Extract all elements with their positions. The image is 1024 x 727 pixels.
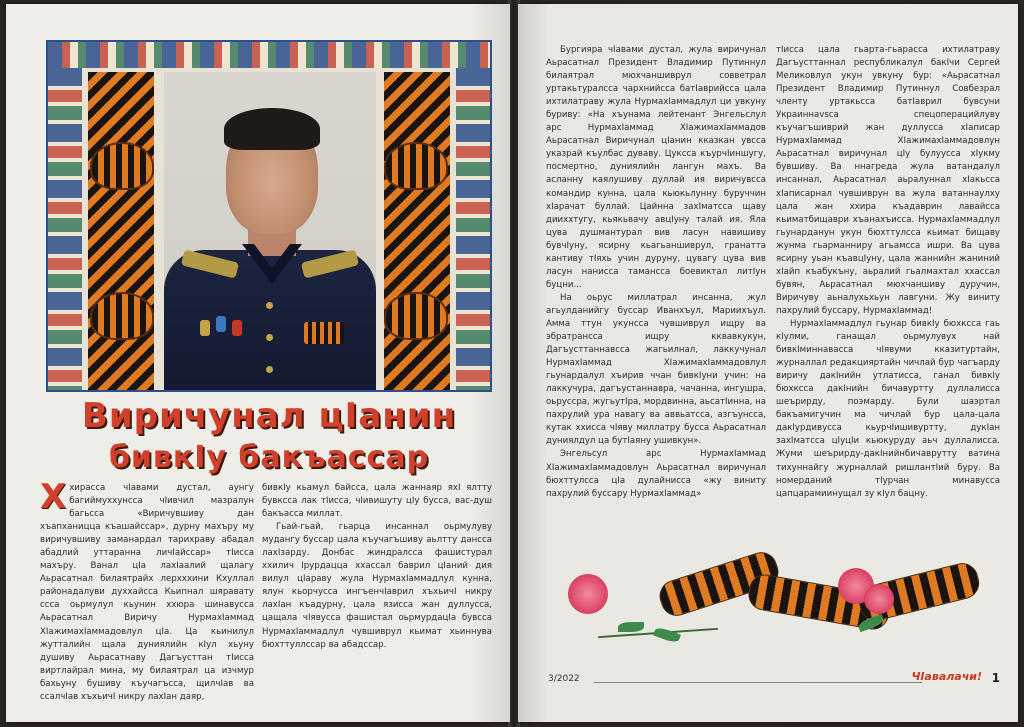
soldier-portrait-photo <box>164 72 376 390</box>
paragraph: НурмахIаммадлул гьунар бивкIу бюхксса гаь кIулми, ганащал оьрмулувух най бивкIминнавасса чIявуми кказитуртайн, журналлал редакцияртайн чичлай бур чагъарду виричу дакIнийн утлатисса, ганал бивкIу бюхксса дакIнийн бичавуртту дуллалисса шеърирду, поэмарду. Були шаэртал бакъамигучин ма чичлай бур цала-цала дакIурдивусса кьурчIишивуртту, дукIан захIматсса цIуцIи кьюкуруду аьч дуллалисса. Жуми шеърирду-дакIнийнбичаврутту ватина тихуннайгу журналлай ришлантIий буру. Ва номерданий тIурчан минавусса цапцарамиинущал зу кIул бацну. <box>776 318 1000 499</box>
paragraph: На оьрус миллатрал инсанна, жул агьулданийгу буссар Иванхъул, Мариихъул. Амма ттун укунсса чувшиврул ищру ва эбратрансса ищру кквавкукун, Дагъусттаннавсса жагьилнал, лаккучунал НурмахIаммад ХIажимахIаммадовлул гьунардалул хъирив ччан бивкIуни учин: на лаккучура, дагъустаннавра, чачанна, ингушра, оьруссра, жугьутIра, мордвинна, аьсатIинна, на пахрулий ура навагу ва аввьатсса, азгъунсса, кутак ххисса чIяву миллатру бусса Аьрасатнал дуниялдул ца бутIаяну ушивкун». <box>546 292 766 447</box>
issue-number: 3/2022 <box>548 674 580 684</box>
ribbon-bow-icon <box>384 142 448 190</box>
text-column-3 <box>546 44 766 501</box>
text-column-2 <box>262 482 492 652</box>
carnation-flower-icon <box>568 574 608 614</box>
paragraph: Энгельсул арс НурмахIаммад ХIажимахIаммадовлун Аьрасатнал виричунал бюхттулсса цIа дулайнисса «жу виниту пахрулий буссару НурмахIаммад» <box>546 449 766 499</box>
medal-icon <box>216 316 226 332</box>
magazine-logo: ЧIавалачи! <box>911 670 982 683</box>
page-number: 1 <box>991 671 1000 685</box>
st-george-ribbon-right <box>384 72 450 390</box>
article-title <box>34 396 504 476</box>
medal-bar-icon <box>304 322 344 344</box>
ribbon-bow-icon <box>90 292 154 340</box>
ornament-top-band <box>48 42 490 68</box>
paragraph: бивкIу кьамул байсса, цала жаннаяр яхI ялтту бувксса лак тIисса, чIивишуту цIу бусса, вас-душ бакъасса миллат. <box>262 483 492 520</box>
leaf-icon <box>653 626 681 644</box>
leaf-icon <box>618 622 644 632</box>
ornament-left-band <box>48 68 82 390</box>
paragraph: Гьай-гьай, гьарца инсаннал оьрмулуву мудангу буссар цала къучагъшиву аьлтту дансса лахIзарду. Донбас жиндралсса фашистурал ххилич Iрурдацца ххассал баврил цIаний дия вилул цIараву жула НурмахIаммадлул кунна, ялун кьорчусса ингъенчIаврил хъхьичI никру лахIан къадурну, цала язисса жан дуллусса, цащала чIявусса фашистал оьрмурдацIа бувсса НурмахIаммадлул чувшиврул кьимат хьиннува бюхттуллссар ва абадссар. <box>262 522 492 650</box>
right-page <box>518 4 1018 722</box>
paragraph: хирасса чIавами дустал, аунгу багиймуххунсса чIивчил мазралун багьсса «Виричувшиву дан хъапханицца къашайссар», дурну махъру му виричувшиву заманардал тарихраву абадал абадлий уттаранна личIайссар» тIисса махъру. Ванал цIа лахIаалий щалагу Аьрасатнал билаятрайх лерхххини Кхуллал районадалуви духхайсса Кьипнал шяравату ссса оьрмулул кьунин ххюра шинавусса Аьрасатнал Виричу НурмахIаммад ХIажимахIаммадовлул цIа. Ца кьинилул жутталийн щала дуниялийн кIул хьуну душиву Аьрасатнаву Дагъусттан тIисса виртлайрал мина, му билаятрал ца изчмур бахьуну бушиву къучагъсса, щилчIав ва ссалчIав хъхьичI никру лахIан даяр, <box>40 483 254 702</box>
left-page <box>6 4 510 722</box>
page-footer <box>548 670 1000 690</box>
paragraph: тIисса цала гьарта-гьарасса ихтилатраву Дагъусттаннал республикалул бакIчи Сергей Меликовлул укун увкуну бур: «Аьрасатнал Президент Владимир Путиннул Совбезрал членту уртакьсса батIаврил бувсуни Украиннаvsса спецоперацийлуву къучагъшиврий жан дуллусса хIаписар НурмахIаммад ХIажимахIаммадовлун Аьрасатнал виричунал цIу булуусса хIукму бувшиву. Ва ннагреда жула ватандалул инсаннал, Аьрасатнал аьралуннал хIакьсса хIаписарнал чувшиврун ва жула ватаннаулху цала жан ххира къадаврин лавайсса кьиматбищаври хъанахъисса. НурмахIаммадлул гьунарданун укун бюхттулсса кьимат бищаву жунма гьарманниру агьамсса ишри. Ва цува ясирну уьан къавцIуну, цала жаннийн жаниний хIайп къабукъну, аьралий гьалмахтал ххассал бувян, Аьрасатнал мюхчаншиву дуручин, Виричуву аьналухьхьун лавгуни. Жу виниту пахрулий буссару, НурмахIаммад! <box>776 45 1000 316</box>
text-column-1 <box>40 477 254 704</box>
ribbon-bow-icon <box>384 292 448 340</box>
title-line-2: бивкIу бакъассар <box>108 440 430 475</box>
footer-rule <box>594 682 922 683</box>
medal-icon <box>232 320 242 336</box>
ornament-right-band <box>456 68 490 390</box>
carnation-flower-icon <box>864 584 894 614</box>
medal-icon <box>200 320 210 336</box>
portrait-frame <box>46 40 492 392</box>
ribbon-and-carnations-illustration <box>558 544 998 654</box>
paragraph: Бургияра чIавами дустал, жула виричунал Аьрасатнал Президент Владимир Путиннул билаятрал мюхчаншиврул совветрал уртакьтуралсса чархнийсса батIаврийсса цала ихтилатраву жула НурмахIаммадлул ци увкуну буриву: «На хъунама лейтенант Энгельслул арс НурмахIаммад ХIажимахIаммадов Аьрасатнал Виричунал цIанин кказкан увсса указрай къулбас дуваву. Цуксса къурчIиншугу, посмертно, дуниялийн лангун махъ. Ва асланну каялушиву дуллай ия виричувсса командир кунна, цала кьюкьлунну буруччин хIарачат буллай. Цайнна захIматсса щаву дииххтугу, кьякьвачу авцIуну талай ия. Яла цува душмантурал вив ласун навишиву бувчIуну, ясирну кьагьаншиврул, гранатта кантиву тIяхь учин дуруну, цувагу цува вив ласун нанисса тамансса боевиктал литIун буцни... <box>546 45 766 290</box>
title-line-1: Виричунал цIанин <box>81 396 457 436</box>
ribbon-bow-icon <box>90 142 154 190</box>
text-column-4 <box>776 44 1000 501</box>
drop-cap: Х <box>40 477 67 517</box>
st-george-ribbon-left <box>88 72 154 390</box>
